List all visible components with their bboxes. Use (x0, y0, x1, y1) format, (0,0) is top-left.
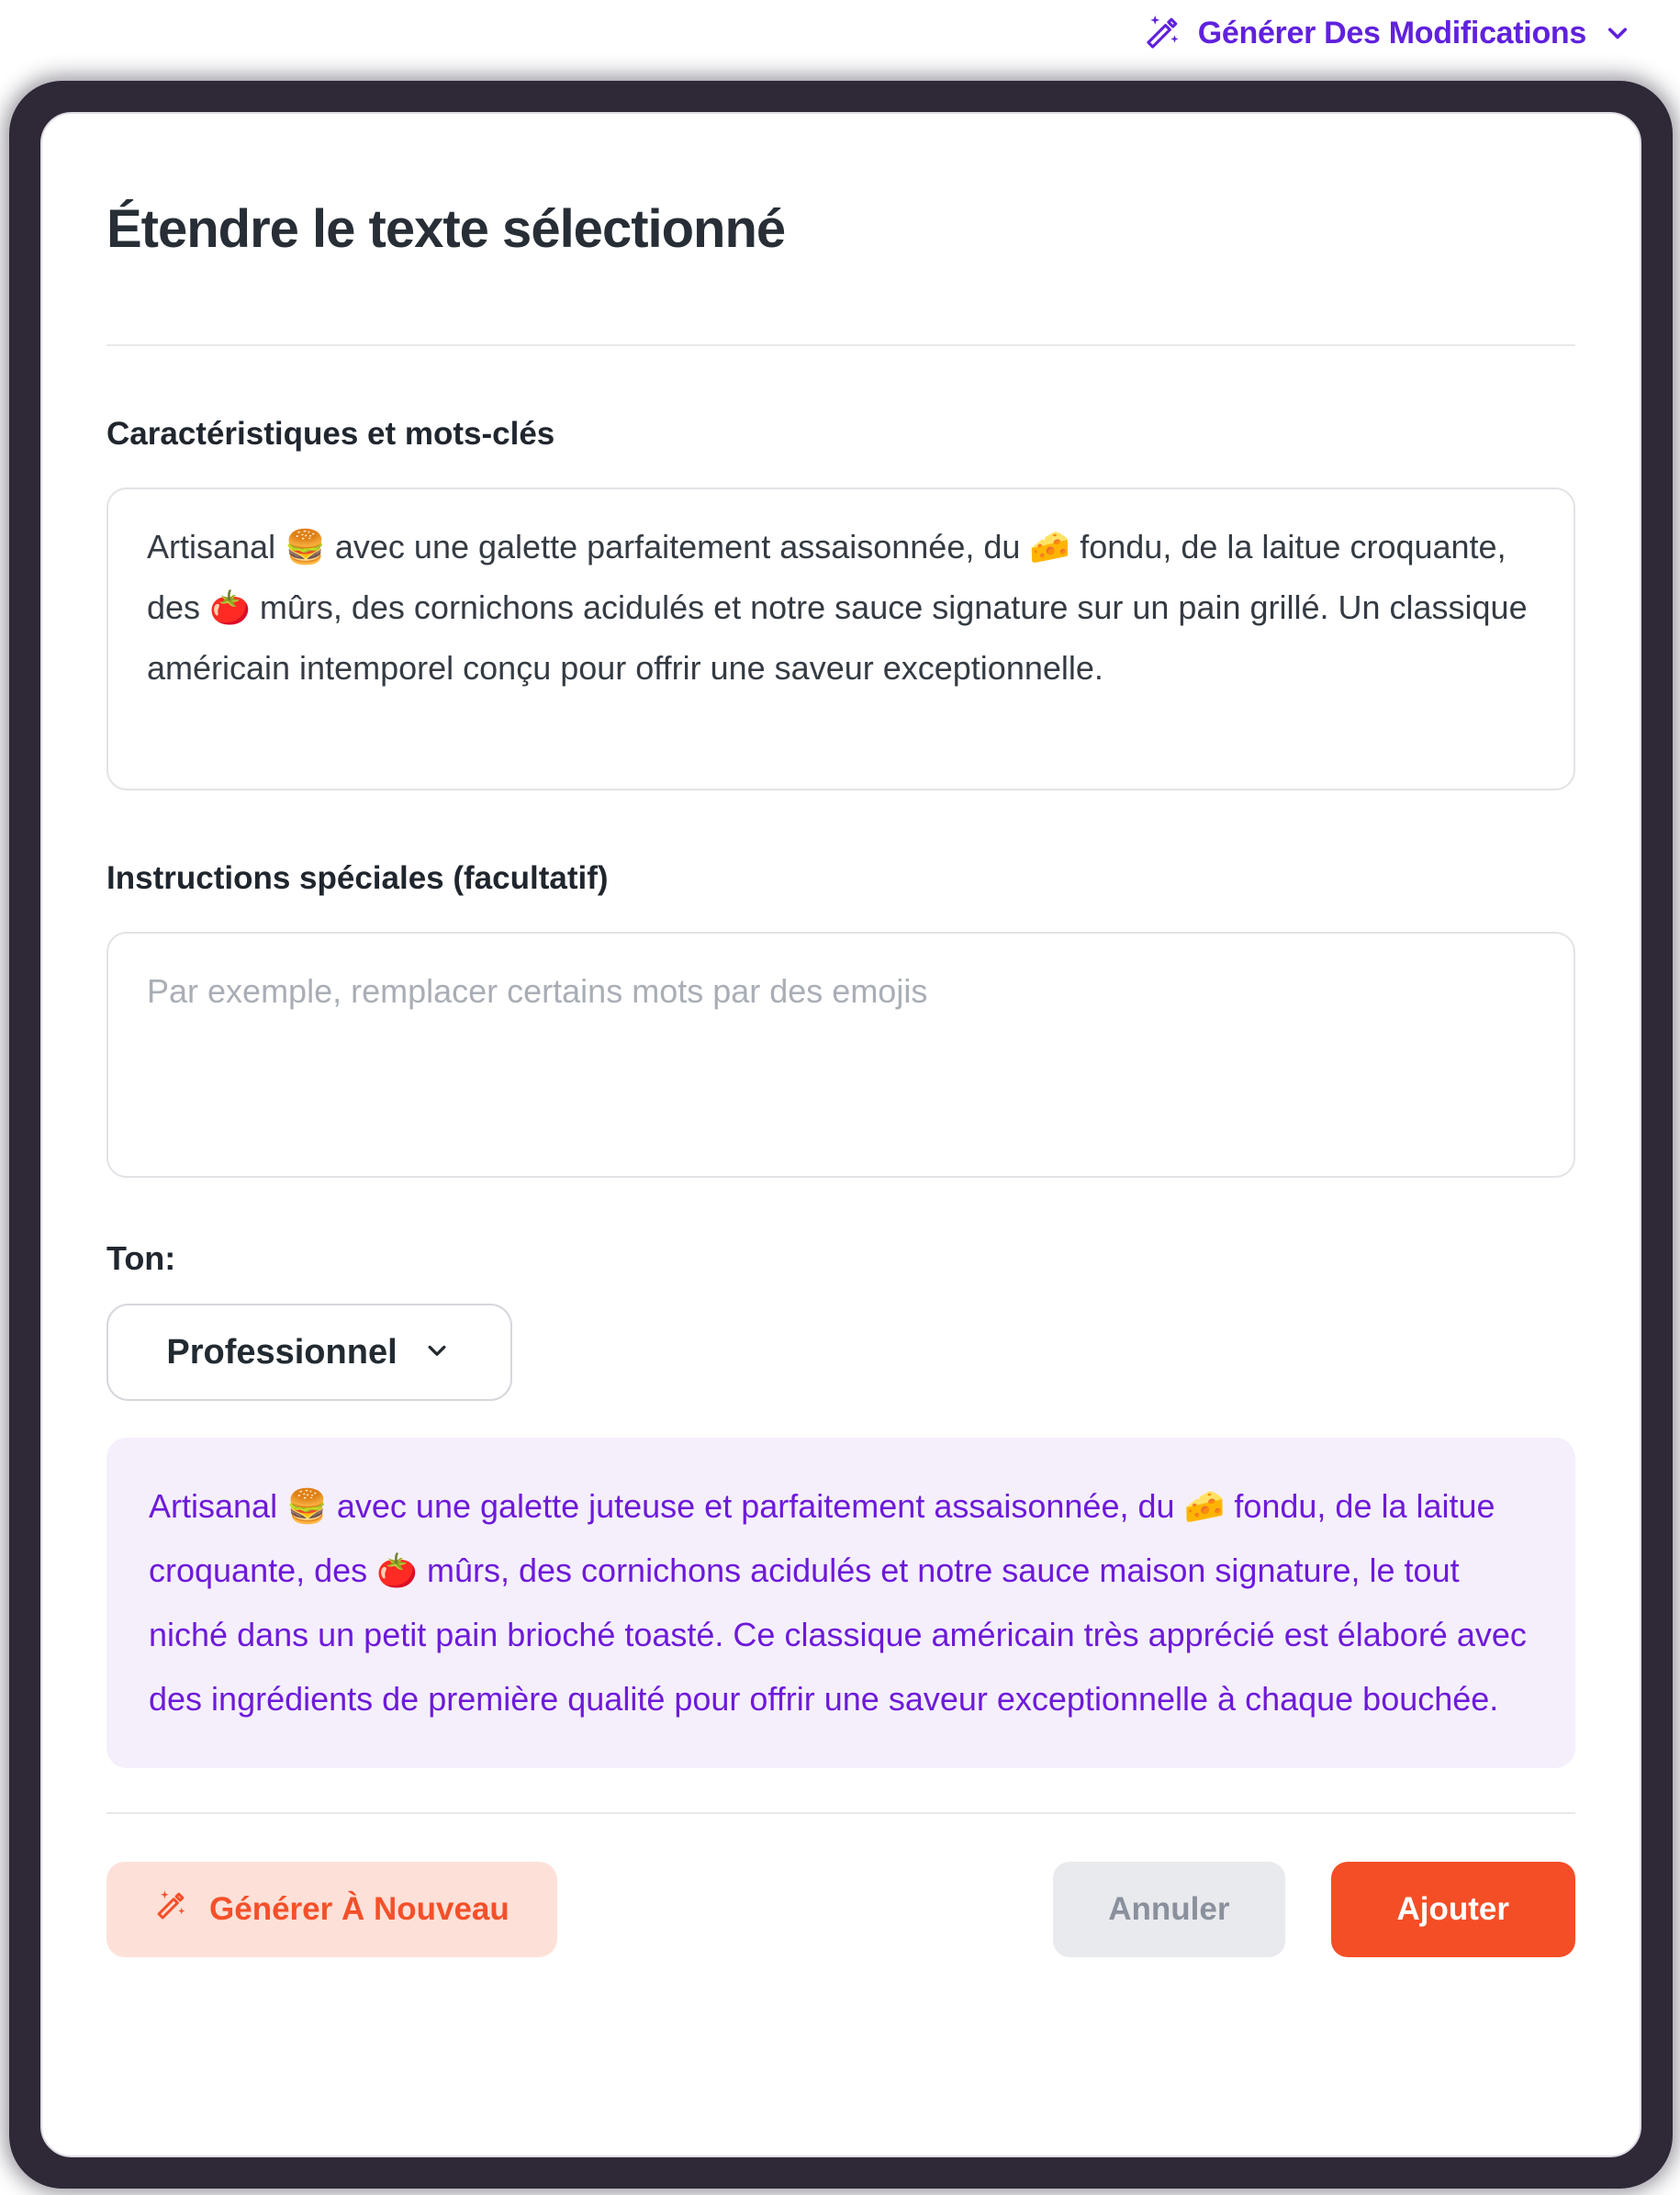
chevron-down-icon (421, 1335, 453, 1371)
footer-actions (1053, 1862, 1575, 1957)
dialog-footer (106, 1862, 1575, 1957)
chevron-down-icon (1601, 17, 1634, 50)
regenerate-button-label: Générer À Nouveau (209, 1891, 510, 1927)
magic-wand-icon (1143, 13, 1183, 53)
generate-modifications-label: Générer Des Modifications (1197, 15, 1586, 50)
expand-text-dialog (40, 112, 1641, 2157)
keywords-label: Caractéristiques et mots-clés (106, 416, 555, 452)
regenerate-button[interactable] (106, 1862, 557, 1957)
footer-divider (106, 1812, 1575, 1814)
instructions-label: Instructions spéciales (facultatif) (106, 860, 609, 896)
dialog-title: Étendre le texte sélectionné (106, 199, 786, 259)
tone-selected-value: Professionnel (166, 1332, 398, 1372)
cancel-button[interactable]: Annuler (1053, 1862, 1284, 1957)
magic-wand-icon (154, 1888, 189, 1932)
generate-modifications-menu[interactable] (1143, 13, 1634, 53)
tone-select[interactable] (106, 1304, 512, 1401)
keywords-input[interactable]: Artisanal 🍔 avec une galette parfaitement assaisonnée, du 🧀 fondu, de la laitue croquante, des 🍅 mûrs, des cornichons acidulés et notre sauce signature sur un pain grillé. Un classique américain intemporel conçu pour offrir une saveur exceptionnelle. (106, 487, 1575, 790)
title-divider (106, 344, 1575, 346)
tone-label: Ton: (106, 1239, 176, 1277)
instructions-input[interactable] (106, 932, 1575, 1178)
generated-result-text: Artisanal 🍔 avec une galette juteuse et parfaitement assaisonnée, du 🧀 fondu, de la laitue croquante, des 🍅 mûrs, des cornichons acidulés et notre sauce maison signature, le tout niché dans un petit pain brioché toasté. Ce classique américain très apprécié est élaboré avec des ingrédients de première qualité pour offrir une saveur exceptionnelle à chaque bouchée. (106, 1438, 1575, 1768)
add-button[interactable]: Ajouter (1331, 1862, 1576, 1957)
device-frame (9, 81, 1673, 2189)
